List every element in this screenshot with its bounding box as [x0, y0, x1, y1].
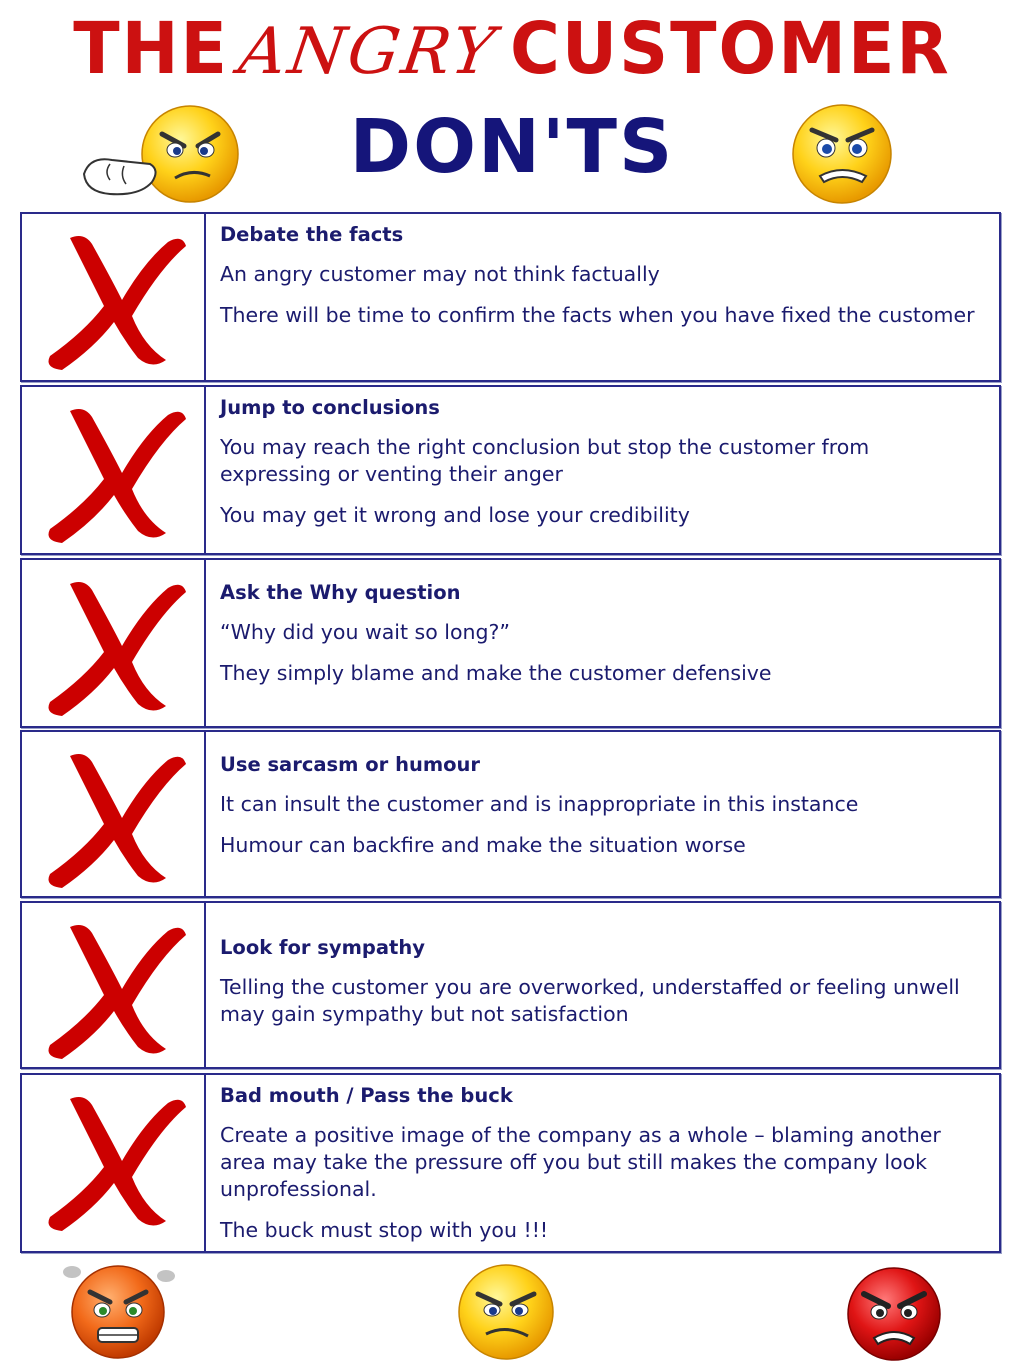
- red-x-icon: [22, 732, 206, 896]
- steaming-angry-face-icon: [58, 1262, 178, 1362]
- item-line: They simply blame and make the customer defensive: [220, 661, 772, 685]
- item-line: Humour can backfire and make the situation worse: [220, 833, 746, 857]
- red-x-icon: [22, 1075, 206, 1251]
- item-line: It can insult the customer and is inappropriate in this instance: [220, 792, 859, 816]
- item-line: There will be time to confirm the facts when you have fixed the customer: [220, 303, 975, 327]
- angry-face-icon: [790, 102, 894, 206]
- item-line: The buck must stop with you !!!: [220, 1218, 549, 1242]
- item-text: [206, 1075, 999, 1251]
- title-the: THE: [73, 8, 229, 91]
- item-text: [206, 560, 999, 726]
- page-subtitle: DON'TS: [349, 104, 675, 190]
- item-line: “Why did you wait so long?”: [220, 620, 511, 644]
- table-row: [20, 385, 1001, 555]
- table-row: [20, 558, 1001, 728]
- item-line: Create a positive image of the company as a whole – blaming another area may take the pressure off you but still makes the company look unprofessional.: [220, 1123, 941, 1201]
- item-title: Bad mouth / Pass the buck: [220, 1084, 513, 1107]
- red-x-icon: [22, 560, 206, 726]
- item-text: [206, 214, 999, 380]
- table-row: [20, 901, 1001, 1069]
- item-title: Ask the Why question: [220, 581, 461, 604]
- annoyed-face-icon: [456, 1262, 556, 1362]
- table-row: [20, 212, 1001, 382]
- item-text: [206, 732, 999, 896]
- item-text: [206, 387, 999, 553]
- item-line: You may get it wrong and lose your credibility: [220, 503, 690, 527]
- item-line: Telling the customer you are overworked, understaffed or feeling unwell may gain sympathy but not satisfaction: [220, 975, 960, 1026]
- red-x-icon: [22, 903, 206, 1067]
- item-title: Look for sympathy: [220, 936, 425, 959]
- title-customer: CUSTOMER: [509, 8, 951, 91]
- red-angry-face-icon: [844, 1262, 944, 1362]
- red-x-icon: [22, 387, 206, 553]
- title-angry: ANGRY: [234, 15, 503, 89]
- table-row: [20, 730, 1001, 898]
- item-line: An angry customer may not think factually: [220, 262, 660, 286]
- item-title: Jump to conclusions: [220, 396, 440, 419]
- page-title: [0, 10, 1024, 100]
- table-row: [20, 1073, 1001, 1253]
- item-line: You may reach the right conclusion but stop the customer from expressing or venting their anger: [220, 435, 870, 486]
- item-title: Debate the facts: [220, 223, 404, 246]
- red-x-icon: [22, 214, 206, 380]
- pointing-angry-face-icon: [80, 104, 250, 204]
- item-title: Use sarcasm or humour: [220, 753, 481, 776]
- item-text: [206, 903, 999, 1067]
